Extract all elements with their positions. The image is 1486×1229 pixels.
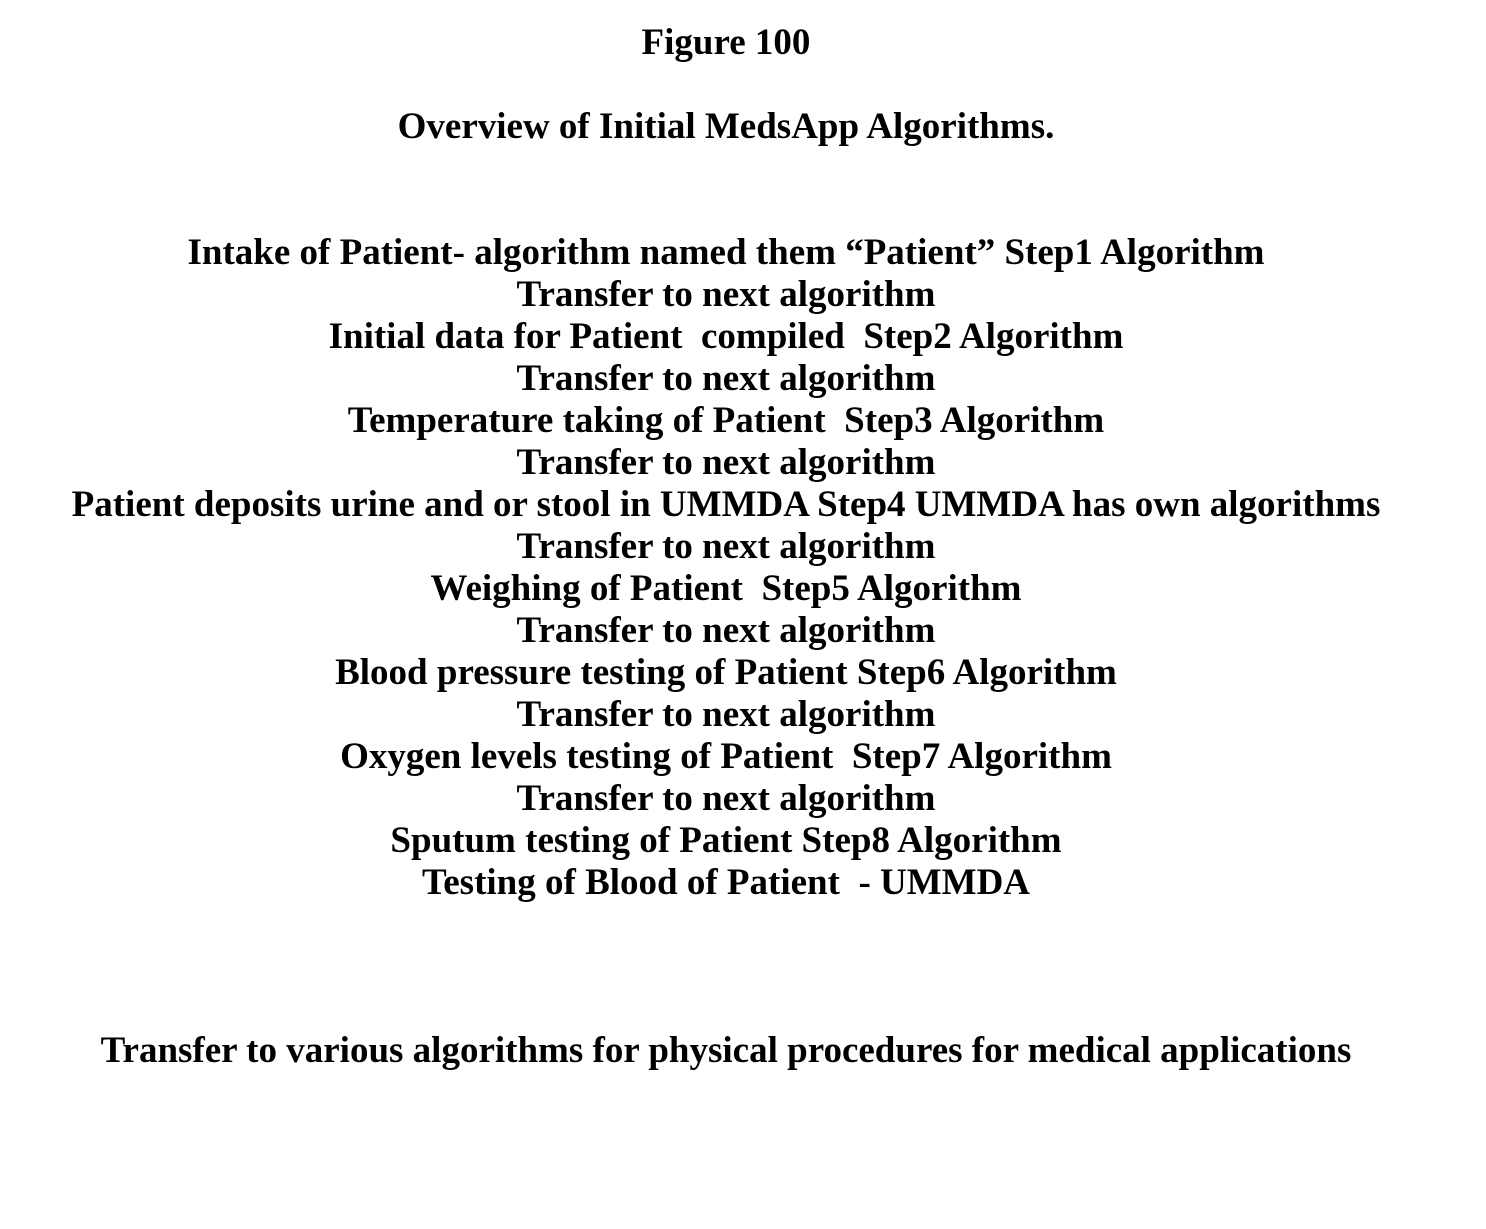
step-line-urine-stool: Patient deposits urine and or stool in UMMDA Step4 UMMDA has own algorithms xyxy=(71,484,1381,525)
step-line-initial-data: Initial data for Patient compiled Step2 Algorithm xyxy=(328,316,1124,357)
transfer-line: Transfer to next algorithm xyxy=(516,610,936,651)
document-page xyxy=(0,22,1452,1072)
transfer-line: Transfer to next algorithm xyxy=(516,358,936,399)
algorithm-steps-list xyxy=(0,232,1452,904)
transfer-line: Transfer to next algorithm xyxy=(516,274,936,315)
footer-note: Transfer to various algorithms for physical procedures for medical applications xyxy=(100,1030,1352,1071)
step-line-sputum: Sputum testing of Patient Step8 Algorithm xyxy=(390,820,1062,861)
transfer-line: Transfer to next algorithm xyxy=(516,694,936,735)
figure-title: Overview of Initial MedsApp Algorithms. xyxy=(397,106,1055,147)
transfer-line: Transfer to next algorithm xyxy=(516,442,936,483)
step-line-temperature: Temperature taking of Patient Step3 Algorithm xyxy=(347,400,1105,441)
transfer-line: Transfer to next algorithm xyxy=(516,778,936,819)
figure-label: Figure 100 xyxy=(641,22,811,63)
transfer-line: Transfer to next algorithm xyxy=(516,526,936,567)
step-line-oxygen: Oxygen levels testing of Patient Step7 Algorithm xyxy=(340,736,1112,777)
step-line-blood-pressure: Blood pressure testing of Patient Step6 Algorithm xyxy=(335,652,1117,693)
step-line-weighing: Weighing of Patient Step5 Algorithm xyxy=(430,568,1022,609)
step-line-intake: Intake of Patient- algorithm named them “Patient” Step1 Algorithm xyxy=(187,232,1265,273)
step-line-blood-testing: Testing of Blood of Patient - UMMDA xyxy=(421,862,1031,903)
